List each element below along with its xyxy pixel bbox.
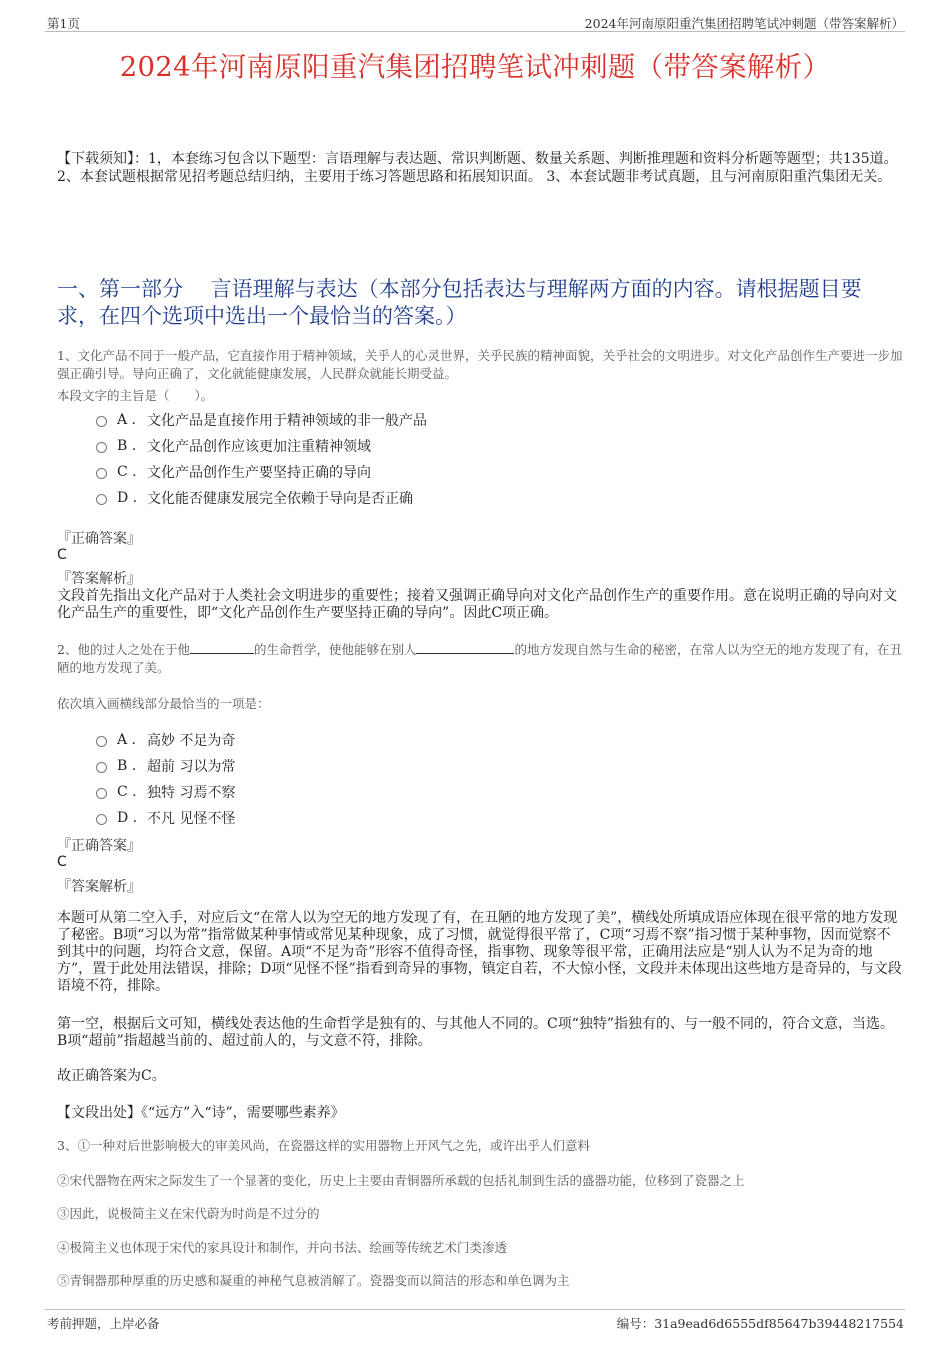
q2-option-b[interactable]	[96, 756, 235, 776]
q2-option-a[interactable]	[96, 730, 235, 750]
q1-option-c[interactable]	[96, 462, 371, 482]
q2-source: 【文段出处】《“远方”入“诗”，需要哪些素养》	[57, 1105, 345, 1121]
q3-line-4: ④极简主义也体现于宋代的家具设计和制作，并向书法、绘画等传统艺术门类渗透	[57, 1240, 508, 1255]
option-text: 独特 习焉不察	[147, 785, 236, 801]
radio-icon[interactable]	[96, 416, 107, 427]
q1-option-b[interactable]	[96, 436, 371, 456]
page-number: 第1页	[47, 16, 80, 31]
section-heading: 一、第一部分 言语理解与表达（本部分包括表达与理解两方面的内容。请根据题目要求，在四个选项中选出一个最恰当的答案。）	[57, 277, 862, 328]
option-text: 文化产品创作生产要坚持正确的导向	[147, 465, 371, 481]
radio-icon[interactable]	[96, 494, 107, 505]
q1-option-d[interactable]	[96, 488, 413, 508]
option-text: 文化产品是直接作用于精神领域的非一般产品	[147, 413, 427, 429]
q1-analysis: 文段首先指出文化产品对于人类社会文明进步的重要性；接着又强调正确导向对文化产品创作生产的重要作用。意在说明正确的导向对文化产品生产的重要性，即“文化产品创作生产要坚持正确的导向”。因此C项正确。	[57, 588, 897, 621]
option-letter: C .	[117, 784, 137, 800]
option-letter: D .	[117, 810, 138, 826]
q2-blank-1	[190, 641, 254, 654]
radio-icon[interactable]	[96, 736, 107, 747]
q2-option-c[interactable]	[96, 782, 235, 802]
radio-icon[interactable]	[96, 762, 107, 773]
q1-analysis-label: 『答案解析』	[57, 571, 141, 587]
option-letter: B .	[117, 758, 137, 774]
option-text: 文化能否健康发展完全依赖于导向是否正确	[147, 491, 413, 507]
q3-line-1: 3、①一种对后世影响极大的审美风尚，在瓷器这样的实用器物上开风气之先，或许出乎人们意料	[57, 1138, 590, 1153]
q2-option-d[interactable]	[96, 808, 235, 828]
document-title: 2024年河南原阳重汽集团招聘笔试冲刺题（带答案解析）	[119, 51, 831, 83]
radio-icon[interactable]	[96, 468, 107, 479]
q2-answer: C	[57, 854, 67, 870]
q1-answer-label: 『正确答案』	[57, 531, 141, 547]
option-letter: B .	[117, 438, 137, 454]
q3-line-5: ⑤青铜器那种厚重的历史感和凝重的神秘气息被消解了。瓷器变而以简洁的形态和单色调为主	[57, 1273, 570, 1288]
q2-stem-part2: 的生命哲学，使他能够在别人	[253, 642, 417, 657]
option-letter: A .	[117, 412, 137, 428]
q1-answer: C	[57, 547, 67, 563]
q2-blank-2	[416, 641, 514, 654]
document-id: 编号：31a9ead6d6555df85647b39448217554	[616, 1316, 904, 1331]
option-letter: A .	[117, 732, 137, 748]
option-letter: C .	[117, 464, 137, 480]
q2-analysis-label: 『答案解析』	[57, 879, 141, 895]
q2-stem-part1: 2、他的过人之处在于他	[57, 642, 190, 657]
footer-slogan: 考前押题，上岸必备	[47, 1316, 160, 1331]
q1-prompt: 本段文字的主旨是（ ）。	[57, 388, 214, 403]
radio-icon[interactable]	[96, 788, 107, 799]
option-letter: D .	[117, 490, 138, 506]
q2-stem-part3: 的地方发现自然与生命的秘密，在常人以为空无的地方发现了有，在丑陋的地方发现了美。	[57, 642, 902, 675]
option-text: 文化产品创作应该更加注重精神领域	[147, 439, 371, 455]
option-text: 超前 习以为常	[147, 759, 236, 775]
header-divider	[45, 31, 905, 32]
q2-prompt: 依次填入画横线部分最恰当的一项是：	[57, 696, 270, 711]
download-notice: 【下载须知】：1，本套练习包含以下题型：言语理解与表达题、常识判断题、数量关系题、判断推理题和资料分析题等题型；共135道。 2、本套试题根据常见招考题总结归纳，主要用于练习答题思路和拓展知识面。 3、本套试题非考试真题，且与河南原阳重汽集团无关。	[57, 151, 898, 185]
q1-stem: 1、文化产品不同于一般产品，它直接作用于精神领域，关乎人的心灵世界，关乎民族的精神面貌，关乎社会的文明进步。对文化产品创作生产要进一步加强正确引导。导向正确了，文化就能健康发展，人民群众就能长期受益。	[57, 348, 903, 381]
q3-line-2: ②宋代器物在两宋之际发生了一个显著的变化，历史上主要由青铜器所承载的包括礼制到生活的盛器功能，位移到了瓷器之上	[57, 1173, 745, 1188]
q3-line-3: ③因此，说极简主义在宋代蔚为时尚是不过分的	[57, 1206, 320, 1221]
footer-divider	[45, 1309, 905, 1310]
q2-analysis-conclusion: 故正确答案为C。	[57, 1068, 166, 1084]
running-header-title: 2024年河南原阳重汽集团招聘笔试冲刺题（带答案解析）	[584, 16, 904, 31]
q1-option-a[interactable]	[96, 410, 427, 430]
option-text: 不凡 见怪不怪	[147, 811, 236, 827]
q2-analysis-paragraph-1: 本题可从第二空入手，对应后文“在常人以为空无的地方发现了有，在丑陋的地方发现了美”，横线处所填成语应体现在很平常的地方发现了秘密。B项“习以为常”指常做某种事情或常见某种现象，成了习惯，就觉得很平常了，C项“习焉不察”指习惯于某种事物，因而觉察不到其中的问题，均符合文意，保留。A项“不足为奇”形容不值得奇怪，指事物、现象等很平常，正确用法应是“别人认为不足为奇的地方”，置于此处用法错误，排除；D项“见怪不怪”指看到奇异的事物，镇定自若，不大惊小怪，文段并未体现出这些地方是奇异的，与文段语境不符，排除。	[57, 910, 902, 994]
radio-icon[interactable]	[96, 814, 107, 825]
q2-answer-label: 『正确答案』	[57, 838, 141, 854]
q2-analysis-paragraph-2: 第一空，根据后文可知，横线处表达他的生命哲学是独有的、与其他人不同的。C项“独特”指独有的、与一般不同的，符合文意，当选。B项“超前”指超越当前的、超过前人的，与文意不符，排除。	[57, 1016, 895, 1049]
option-text: 高妙 不足为奇	[147, 733, 236, 749]
radio-icon[interactable]	[96, 442, 107, 453]
q2-stem	[57, 641, 903, 677]
